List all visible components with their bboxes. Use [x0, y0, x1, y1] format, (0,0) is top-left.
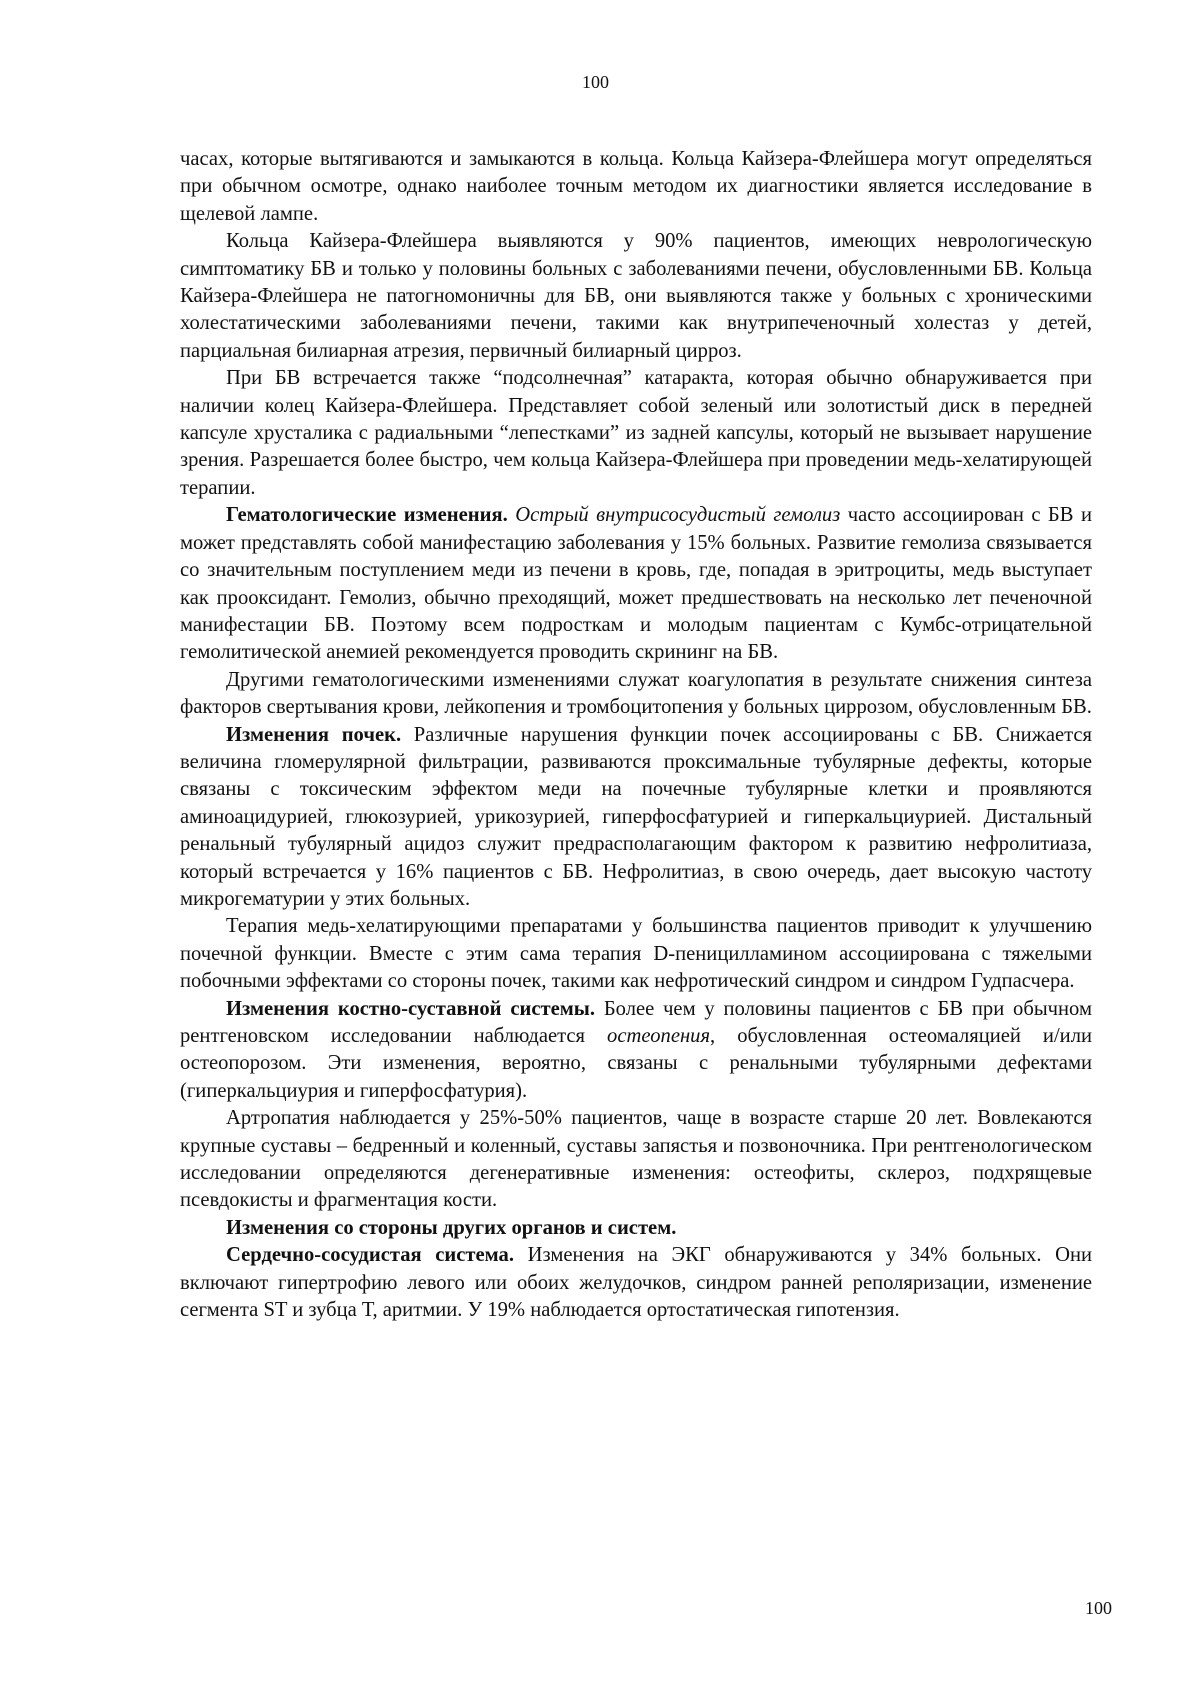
paragraph-cardio: [180, 1242, 1092, 1324]
paragraph-cardio-text: Изменения на ЭКГ обнаруживаются у 34% больных. Они включают гипертрофию левого или обоих желудочков, синдром ранней реполяризации, изменение сегмента ST и зубца Т, аритмии. У 19% наблюдается ортостатическая гипотензия.: [180, 1244, 1092, 1322]
paragraph-bones: [180, 996, 1092, 1106]
heading-bones: Изменения костно-суставной системы.: [226, 997, 596, 1020]
heading-hematology: Гематологические изменения.: [226, 504, 508, 527]
paragraph-kidney-text: Различные нарушения функции почек ассоциированы с БВ. Снижается величина гломерулярной фильтрации, развиваются проксимальные тубулярные дефекты, которые связаны с токсическим эффектом меди на почечные тубулярные клетки и проявляются аминоацидурией, глюкозурией, урикозурией, гиперфосфатурией и гиперкальциурией. Дистальный ренальный тубулярный ацидоз служит предрасполагающим фактором к развитию нефролитиаза, который встречается у 16% пациентов с БВ. Нефролитиаз, в свою очередь, дает высокую частоту микрогематурии у этих больных.: [180, 723, 1092, 910]
paragraph-arthropathy: Артропатия наблюдается у 25%-50% пациентов, чаще в возрасте старше 20 лет. Вовлекаются крупные суставы – бедренный и коленный, суставы запястья и позвоночника. При рентгенологическом исследовании определяются дегенеративные изменения: остеофиты, склероз, подхрящевые псевдокисты и фрагментация кости.: [180, 1107, 1092, 1212]
heading-cardio: Сердечно-сосудистая система.: [226, 1244, 514, 1267]
paragraph-kidney-therapy: Терапия медь-хелатирующими препаратами у большинства пациентов приводит к улучшению почечной функции. Вместе с этим сама терапия D-пеницилламином ассоциирована с тяжелыми побочными эффектами со стороны почек, такими как нефротический синдром и синдром Гудпасчера.: [180, 915, 1092, 993]
paragraph-other-organs: [180, 1215, 1092, 1242]
paragraph-bones-text: , обусловленная остеомаляцией и/или остеопорозом. Эти изменения, вероятно, связаны с ренальными тубулярными дефектами (гиперкальциурия и гиперфосфатурия).: [180, 1025, 1092, 1102]
document-body: [180, 146, 1092, 1324]
page-number-top: 100: [582, 72, 609, 92]
paragraph-bones-text-before: Более чем у половины пациентов с БВ при обычном рентгеновском исследовании наблюдается: [180, 997, 1092, 1047]
page-number-bottom: 100: [1085, 1598, 1112, 1618]
heading-kidney: Изменения почек.: [226, 723, 402, 746]
paragraph-kf-rings: Кольца Кайзера-Флейшера выявляются у 90% пациентов, имеющих неврологическую симптоматику БВ и только у половины больных с заболеваниями печени, обусловленными БВ. Кольца Кайзера-Флейшера не патогномоничны для БВ, они выявляются также у больных с хроническими холестатическими заболеваниями печени, такими как внутрипеченочный холестаз у детей, парциальная билиарная атрезия, первичный билиарный цирроз.: [180, 230, 1092, 362]
paragraph-hematology: [180, 502, 1092, 666]
paragraph-hematology-other: Другими гематологическими изменениями служат коагулопатия в результате снижения синтеза факторов свертывания крови, лейкопения и тромбоцитопения у больных циррозом, обусловленным БВ.: [180, 668, 1092, 719]
heading-other-organs: Изменения со стороны других органов и систем.: [226, 1216, 677, 1239]
paragraph-kidney: [180, 722, 1092, 914]
paragraph-sunflower-cataract: При БВ встречается также “подсолнечная” катаракта, которая обычно обнаруживается при наличии колец Кайзера-Флейшера. Представляет собой зеленый или золотистый диск в передней капсуле хрусталика с радиальными “лепестками” из задней капсулы, который не вызывает нарушение зрения. Разрешается более быстро, чем кольца Кайзера-Флейшера при проведении медь-хелатирующей терапии.: [180, 367, 1092, 499]
italic-osteopenia: остеопения: [607, 1025, 711, 1047]
paragraph-hematology-text: часто ассоциирован с БВ и может представлять собой манифестацию заболевания у 15% больных. Развитие гемолиза связывается со значительным поступлением меди из печени в кровь, где, попадая в эритроциты, медь выступает как прооксидант. Гемолиз, обычно преходящий, может предшествовать на несколько лет печеночной манифестации БВ. Поэтому всем подросткам и молодым пациентам с Кумбс-отрицательной гемолитической анемией рекомендуется проводить скрининг на БВ.: [180, 504, 1092, 664]
italic-hemolysis: Острый внутрисосудистый гемолиз: [515, 504, 841, 527]
paragraph-kf-diagnostics: часах, которые вытягиваются и замыкаются в кольца. Кольца Кайзера-Флейшера могут определяться при обычном осмотре, однако наиболее точным методом их диагностики является исследование в щелевой лампе.: [180, 148, 1092, 225]
